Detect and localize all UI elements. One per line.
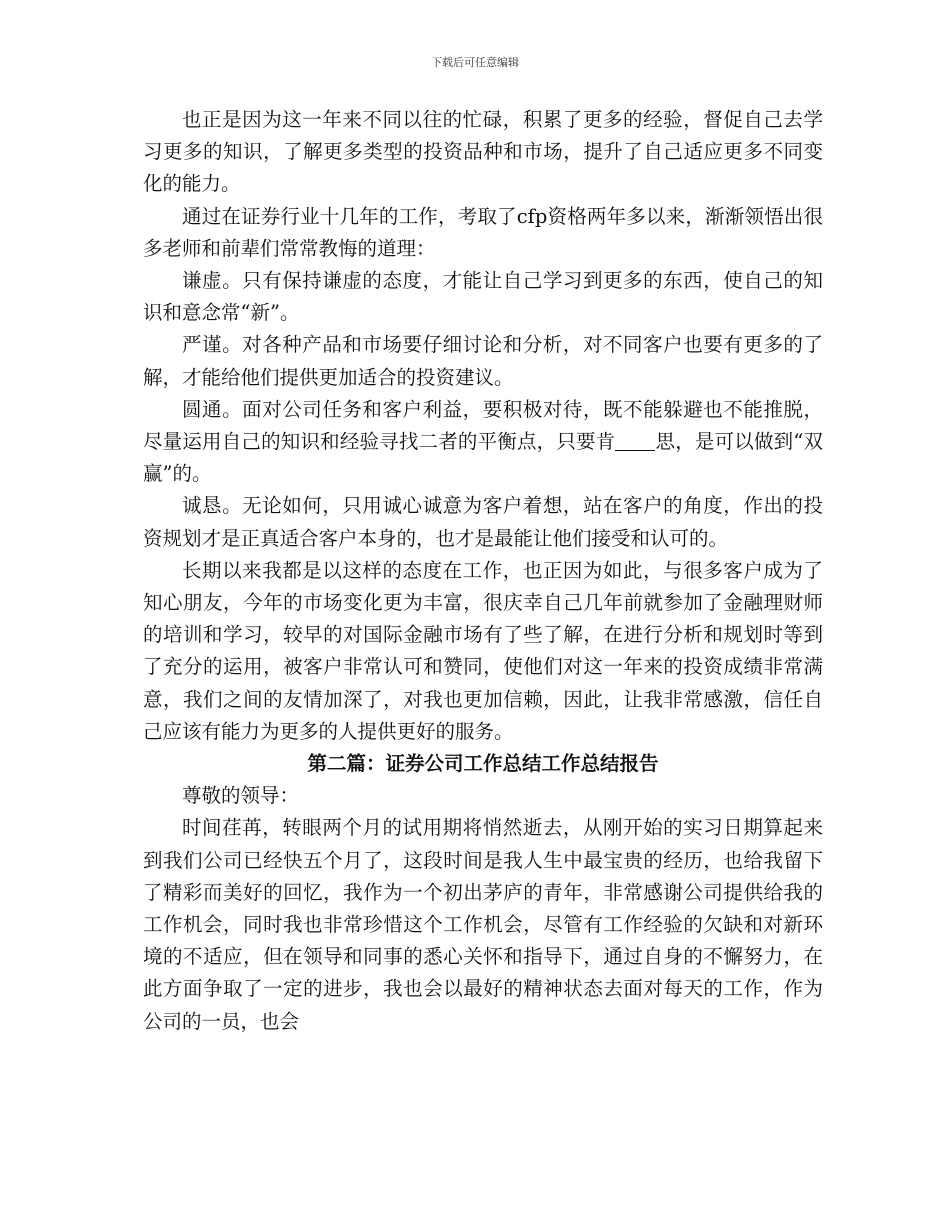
paragraph-with-blank <box>143 394 823 491</box>
paragraph: 谦虚。只有保持谦虚的态度，才能让自己学习到更多的东西，使自己的知识和意念常“新”。 <box>143 269 823 325</box>
paragraph: 通过在证券行业十几年的工作，考取了cfp资格两年多以来，渐渐领悟出很多老师和前辈们常常教悔的道理： <box>143 204 823 260</box>
page-header: 下载后可任意编辑 <box>431 56 519 69</box>
paragraph-text: 思，是可以做到“双赢”的。 <box>143 430 823 486</box>
section-title: 第二篇：证券公司工作总结工作总结报告 <box>307 752 659 776</box>
paragraph: 时间荏苒，转眼两个月的试用期将悄然逝去，从刚开始的实习日期算起来到我们公司已经快五个月了，这段时间是我人生中最宝贵的经历，也给我留下了精彩而美好的回忆，我作为一个初出茅庐的青年，非常感谢公司提供给我的工作机会，同时我也非常珍惜这个工作机会，尽管有工作经验的欠缺和对新环境的不适应，但在领导和同事的悉心关怀和指导下，通过自身的不懈努力，在此方面争取了一定的进步，我也会以最好的精神状态去面对每天的工作，作为公司的一员，也会 <box>143 816 823 1033</box>
fill-in-blank <box>615 431 655 452</box>
paragraph: 诚恳。无论如何，只用诚心诚意为客户着想，站在客户的角度，作出的投资规划才是正真适合客户本身的，也才是最能让他们接受和认可的。 <box>143 494 823 550</box>
paragraph-text: 圆通。面对公司任务和客户利益，要积极对待，既不能躲避也不能推脱，尽量运用自己的知识和经验寻找二者的平衡点，只要肯 <box>143 397 823 454</box>
greeting: 尊敬的领导： <box>182 784 300 808</box>
document-body <box>143 104 823 1038</box>
paragraph: 严谨。对各种产品和市场要仔细讨论和分析，对不同客户也要有更多的了解，才能给他们提供更加适合的投资建议。 <box>143 333 823 389</box>
paragraph: 也正是因为这一年来不同以往的忙碌，积累了更多的经验，督促自己去学习更多的知识，了解更多类型的投资品种和市场，提升了自己适应更多不同变化的能力。 <box>143 108 823 196</box>
paragraph: 长期以来我都是以这样的态度在工作，也正因为如此，与很多客户成为了知心朋友，今年的市场变化更为丰富，很庆幸自己几年前就参加了金融理财师的培训和学习，较早的对国际金融市场有了些了解，在进行分析和规划时等到了充分的运用，被客户非常认可和赞同，使他们对这一年来的投资成绩非常满意，我们之间的友情加深了，对我也更加信赖，因此，让我非常感激，信任自己应该有能力为更多的人提供更好的服务。 <box>143 558 823 743</box>
